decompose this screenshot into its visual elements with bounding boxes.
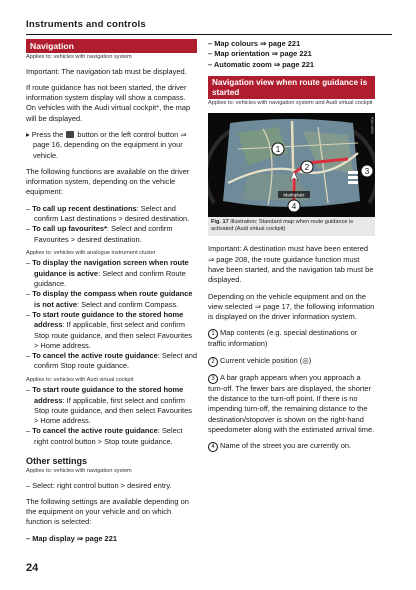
list-item: – To start route guidance to the stored home address: If applicable, first select and confirm Stop route guidance, and then select Favourites > Home address. [26,385,192,426]
item-text: : Select right control button > Stop route guidance. [34,426,183,446]
figure-number: Fig. 17 [211,218,229,225]
callout-1-label: 1 [275,144,281,154]
item-text: : Select and confirm Stop route guidance. [34,351,197,371]
figure-caption [208,217,375,236]
item-bold: To cancel the active route guidance [32,351,158,361]
callout-number: 1 [208,329,218,339]
menu-button-icon [66,131,74,138]
figure-caption-text: Illustration: Standard map when route guidance is activated (Audi virtual cockpit) [211,218,354,233]
instruction-step [26,130,197,161]
map-display-ref: – Map display ⇒ page 221 [26,533,117,543]
item-bold: To cancel the active route guidance [32,426,158,436]
callout-text: Map contents (e.g. special destinations or traffic information) [208,328,358,349]
item-text: : Select and confirm Last destinations > desired destination. [34,203,190,224]
callout-3-label: 3 [364,166,370,176]
callout-item-1 [208,328,375,349]
callout-2-label: 2 [304,162,310,172]
page-number: 24 [26,562,39,574]
applies-note: Applies to: vehicles with navigation system [26,468,132,474]
item-text: : Select and confirm Route guidance. [34,268,186,289]
callout-item-2 [208,356,375,367]
callout-text: Name of the street you are currently on. [220,441,352,451]
list-item: – To cancel the active route guidance: Select and confirm Stop route guidance. [26,351,197,371]
important-note: Important: A destination must have been entered ⇒ page 208, the route guidance function must have been started, and the navigation tab must be displayed. [208,244,374,285]
callout-4-label: 4 [291,201,297,211]
item-bold: To call up recent destinations [32,203,137,213]
intro-paragraph: If route guidance has not been started, the driver information system display will show a compass. On vehicles with the Audi virtual cockpit*, the map will be displayed. [26,82,191,123]
section-heading-route-view: Navigation view when route guidance is started [208,76,375,100]
item-bold: To display the navigation screen when route guidance is active [32,258,189,278]
page-header [26,14,392,35]
settings-item: – Automatic zoom ⇒ page 221 [208,59,314,69]
other-paragraph: The following settings are available depending on the equipment on your vehicle and on which function is selected: [26,496,189,527]
display-intro: Depending on the vehicle equipment and on the view selected ⇒ page 17, the following information is displayed on the driver information system. [208,291,375,322]
left-column [26,39,197,544]
item-bold: To start route guidance to the stored home address [32,309,184,330]
list-item: – To cancel the active route guidance: Select right control button > Stop route guidance. [26,426,183,446]
item-text: : Select and confirm Compass. [77,299,179,309]
street-name-label: Marktplatz [283,192,305,198]
list-item: – To call up recent destinations: Select and confirm Last destinations > desired destination. [26,203,190,224]
callout-number: 2 [208,357,218,367]
figure-code: RAH-0093 [370,116,374,134]
item-bold: To call up favourites* [32,224,107,234]
list-item: – To start route guidance to the stored home address: If applicable, first select and confirm Stop route guidance, and then select Favourites > Home address. [26,309,192,350]
cockpit-map-graphic [208,113,375,217]
callout-number: 3 [208,374,218,384]
section-heading-navigation: Navigation [26,39,197,53]
cockpit-map-illustration [208,113,375,217]
applies-note-cockpit: Applies to: vehicles with Audi virtual cockpit [26,376,134,383]
applies-note: Applies to: vehicles with navigation system [26,54,132,60]
item-text: : If applicable, first select and confirm Stop route guidance, and then select Favourites > Home address. [34,320,192,350]
item-text: : Select and confirm Favourites > desired destination. [34,224,173,244]
item-text: : If applicable, first select and confirm Stop route guidance, and then select Favourites > Home address. [34,395,192,426]
callout-text: A bar graph appears when you approach a turn-off. The fewer bars are displayed, the shorter the distance to the turn-off point. If there is no impending turn-off, the remaining distance to the destination/stopover is shown on the right-hand speedometer along with the estimated arrival time. [208,372,375,434]
functions-intro: The following functions are available on the driver information system, depending on the vehicle equipment: [26,166,190,197]
other-step: – Select: right control button > desired entry. [26,480,172,490]
section-heading-other-settings: Other settings [26,456,88,466]
callout-text: Current vehicle position (◎) [220,355,312,365]
list-item: – To call up favourites*: Select and confirm Favourites > desired destination. [26,224,173,244]
item-bold: To start route guidance to the stored home address [32,385,184,405]
important-note: Important: The navigation tab must be displayed. [26,66,187,76]
callout-item-3 [208,373,375,435]
step-prefix: ▸ Press the [26,129,64,139]
callout-number: 4 [208,442,218,452]
settings-item: – Map colours ⇒ page 221 [208,39,301,48]
item-bold: To display the compass when route guidance is not active [32,289,193,309]
applies-note: Applies to: vehicles with navigation system and Audi virtual cockpit [208,100,373,107]
callout-item-4 [208,441,375,452]
step-suffix: button or the left control button ⇒ page 16, depending on the equipment in your vehicle. [33,129,187,160]
list-item: – To display the compass when route guidance is not active: Select and confirm Compass. [26,289,193,309]
chapter-title: Instruments and controls [26,19,146,30]
settings-item: – Map orientation ⇒ page 221 [208,49,312,59]
applies-note-analogue: Applies to: vehicles with analogue instrument cluster [26,249,156,256]
list-item: – To display the navigation screen when route guidance is active: Select and confirm Route guidance. [26,258,189,289]
right-column [208,39,375,458]
